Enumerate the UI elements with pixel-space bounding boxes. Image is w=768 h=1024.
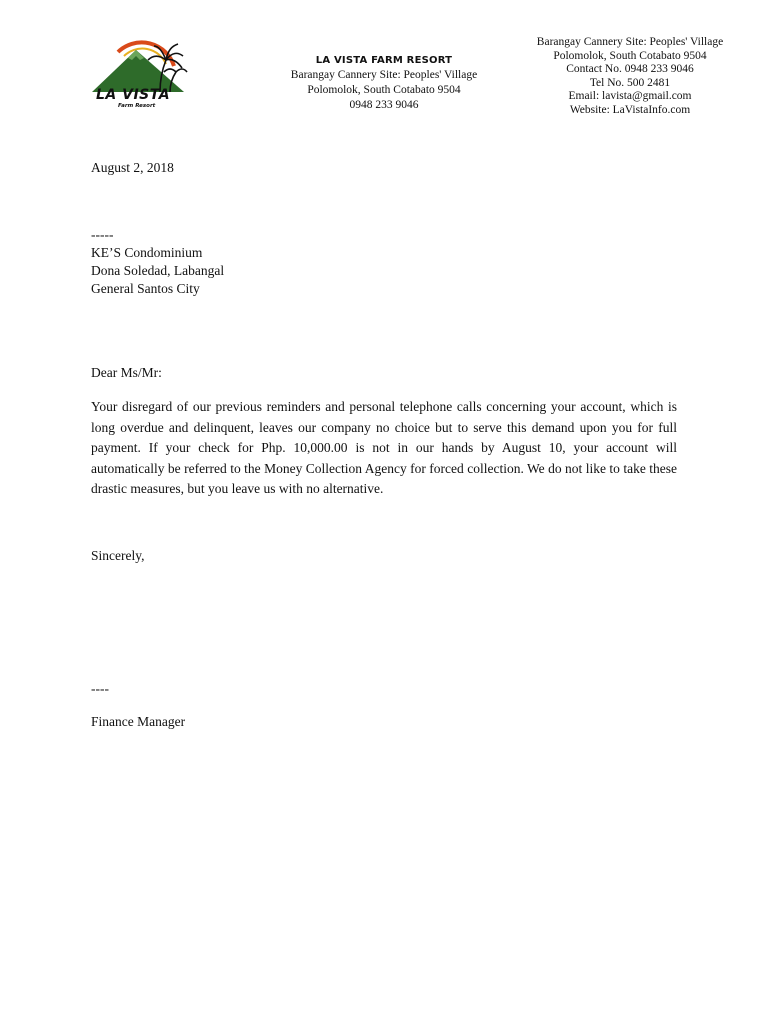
letter-body-paragraph: Your disregard of our previous reminders and personal telephone calls concerning your account, which is long overdue and delinquent, leaves our company no choice but to serve this demand upon you for full payment. If your check for Php. 10,000.00 is not in our hands by August 10, your account will automatically be referred to the Money Collection Agency for forced collection. We do not like to take these drastic measures, but you leave us with no alternative. [91, 399, 677, 496]
letterhead-contact-block [512, 36, 748, 118]
center-phone: 0948 233 9046 [349, 99, 419, 111]
closing: Sincerely, [91, 548, 145, 563]
center-address-line-2: Polomolok, South Cotabato 9504 [307, 84, 461, 96]
contact-address-line-1: Barangay Cannery Site: Peoples' Village [536, 36, 724, 48]
letterhead-center [272, 53, 496, 113]
recipient-line-3: General Santos City [91, 281, 200, 296]
contact-address-line-2: Polomolok, South Cotabato 9504 [553, 49, 707, 62]
signatory-title: Finance Manager [91, 714, 186, 729]
recipient-line-2: Dona Soledad, Labangal [91, 263, 225, 278]
logo-tagline-text: Farm Resort [118, 103, 156, 109]
logo-brand-text: LA VISTA [96, 87, 171, 103]
email-address: Email: lavista@gmail.com [568, 90, 692, 103]
recipient-name-placeholder: ----- [91, 227, 114, 242]
center-address-line-1: Barangay Cannery Site: Peoples' Village [290, 69, 478, 81]
salutation: Dear Ms/Mr: [91, 365, 162, 380]
letter-date: August 2, 2018 [91, 160, 174, 175]
recipient-line-1: KE’S Condominium [91, 245, 203, 260]
telephone-number: Tel No. 500 2481 [589, 76, 671, 89]
company-logo [88, 36, 188, 120]
recipient-address [91, 226, 677, 298]
company-name: LA VISTA FARM RESORT [315, 55, 453, 66]
contact-number: Contact No. 0948 233 9046 [566, 63, 694, 76]
signature-line: ---- [91, 681, 109, 696]
website: Website: LaVistaInfo.com [569, 103, 691, 116]
